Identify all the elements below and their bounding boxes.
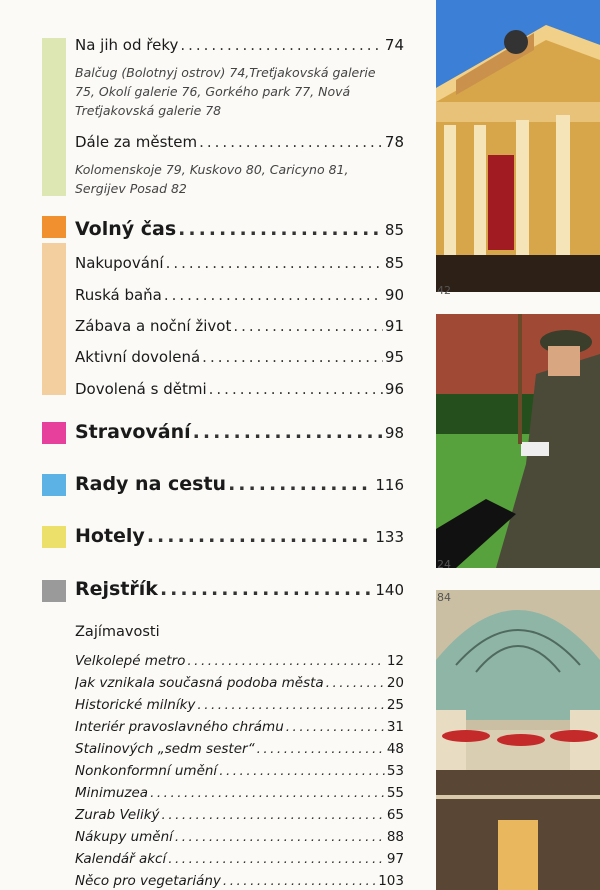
section-page: 140 — [375, 581, 404, 599]
feature-entry[interactable] — [75, 719, 404, 735]
photo-page-number: 24 — [437, 558, 451, 571]
feature-title: Zurab Veliký — [75, 807, 160, 823]
section-bar-gray — [42, 580, 66, 602]
leader-dots — [199, 133, 383, 151]
photo-bolshoi-theatre — [436, 0, 600, 292]
photo-page-number: 42 — [437, 284, 451, 297]
feature-title: Kalendář akcí — [75, 851, 167, 867]
feature-title: Něco pro vegetariány — [75, 873, 221, 889]
feature-page: 97 — [386, 851, 404, 867]
section-title: Stravování — [75, 421, 191, 443]
feature-title: Jak vznikala současná podoba města — [75, 675, 324, 691]
toc-section-stravovani[interactable] — [75, 421, 404, 443]
toc-entry[interactable] — [75, 380, 404, 398]
leader-dots — [175, 829, 385, 845]
feature-entry[interactable] — [75, 807, 404, 823]
leader-dots — [168, 851, 385, 867]
leader-dots — [193, 421, 383, 443]
leader-dots — [286, 719, 385, 735]
feature-page: 12 — [386, 653, 404, 669]
entry-page: 96 — [384, 380, 404, 398]
leader-dots — [219, 763, 385, 779]
section-bar-orange — [42, 216, 66, 238]
section-title: Volný čas — [75, 218, 177, 240]
feature-entry[interactable] — [75, 675, 404, 691]
leader-dots — [228, 473, 373, 495]
photo-page-number: 84 — [437, 591, 451, 604]
leader-dots — [164, 286, 383, 304]
section-bar-blue — [42, 474, 66, 496]
section-bar-yellow — [42, 526, 66, 548]
section-bar-green — [42, 38, 66, 196]
toc-section-rady[interactable] — [75, 473, 404, 495]
section-page: 133 — [375, 528, 404, 546]
feature-title: Nonkonformní umění — [75, 763, 218, 779]
feature-title: Minimuzea — [75, 785, 149, 801]
leader-dots — [257, 741, 385, 757]
leader-dots — [187, 653, 384, 669]
entry-page: 74 — [384, 36, 404, 54]
section-bar-pink — [42, 422, 66, 444]
feature-page: 31 — [386, 719, 404, 735]
leader-dots — [180, 36, 383, 54]
entry-page: 95 — [384, 348, 404, 366]
leader-dots — [326, 675, 385, 691]
feature-entry[interactable] — [75, 785, 404, 801]
leader-dots — [209, 380, 383, 398]
entry-page: 91 — [384, 317, 404, 335]
entry-title: Aktivní dovolená — [75, 348, 201, 366]
toc-section-rejstrik[interactable] — [75, 578, 404, 600]
entry-page: 85 — [384, 254, 404, 272]
feature-page: 25 — [386, 697, 404, 713]
section-title: Rejstřík — [75, 578, 158, 600]
toc-entry[interactable] — [75, 254, 404, 272]
feature-page: 53 — [386, 763, 404, 779]
feature-page: 65 — [386, 807, 404, 823]
feature-entry[interactable] — [75, 653, 404, 669]
feature-entry[interactable] — [75, 741, 404, 757]
toc-entry[interactable] — [75, 286, 404, 304]
section-bar-peach — [42, 243, 66, 395]
zajimavosti-heading: Zajímavosti — [75, 624, 160, 640]
photo-honor-guard — [436, 314, 600, 568]
entry-title: Dále za městem — [75, 133, 198, 151]
section-page: 98 — [384, 424, 404, 442]
leader-dots — [150, 785, 385, 801]
leader-dots — [197, 697, 384, 713]
feature-title: Historické milníky — [75, 697, 196, 713]
entry-title: Na jih od řeky — [75, 36, 179, 54]
feature-page: 48 — [386, 741, 404, 757]
entry-title: Zábava a noční život — [75, 317, 232, 335]
entry-description: Balčug (Bolotnyj ostrov) 74,Treťjakovská galerie 75, Okolí galerie 76, Gorkého park 77, Nová Treťjakovská galerie 78 — [75, 65, 376, 118]
toc-section-volny-cas[interactable] — [75, 218, 404, 240]
feature-page: 20 — [386, 675, 404, 691]
feature-entry[interactable] — [75, 763, 404, 779]
section-title: Hotely — [75, 525, 145, 547]
toc-entry-na-jih[interactable] — [75, 36, 404, 54]
toc-entry-dale[interactable] — [75, 133, 404, 151]
entry-title: Nakupování — [75, 254, 164, 272]
leader-dots — [166, 254, 383, 272]
section-page: 85 — [384, 221, 404, 239]
feature-title: Stalinových „sedm sester“ — [75, 741, 255, 757]
leader-dots — [202, 348, 383, 366]
leader-dots — [223, 873, 376, 889]
leader-dots — [160, 578, 373, 600]
entry-page: 78 — [384, 133, 404, 151]
section-page: 116 — [375, 476, 404, 494]
feature-title: Interiér pravoslavného chrámu — [75, 719, 284, 735]
feature-page: 55 — [386, 785, 404, 801]
photo-gum-arcade — [436, 590, 600, 890]
leader-dots — [147, 525, 374, 547]
entry-description: Kolomenskoje 79, Kuskovo 80, Caricyno 81, Sergijev Posad 82 — [75, 162, 349, 196]
feature-page: 103 — [378, 873, 404, 889]
feature-page: 88 — [386, 829, 404, 845]
feature-entry[interactable] — [75, 851, 404, 867]
feature-entry[interactable] — [75, 873, 404, 889]
feature-entry[interactable] — [75, 697, 404, 713]
leader-dots — [233, 317, 383, 335]
entry-title: Dovolená s dětmi — [75, 380, 207, 398]
leader-dots — [178, 218, 383, 240]
leader-dots — [162, 807, 385, 823]
toc-entry[interactable] — [75, 348, 404, 366]
section-title: Rady na cestu — [75, 473, 227, 495]
entry-title: Ruská baňa — [75, 286, 162, 304]
feature-title: Nákupy umění — [75, 829, 173, 845]
toc-section-hotely[interactable] — [75, 525, 404, 547]
feature-entry[interactable] — [75, 829, 404, 845]
entry-page: 90 — [384, 286, 404, 304]
feature-title: Velkolepé metro — [75, 653, 186, 669]
toc-entry[interactable] — [75, 317, 404, 335]
